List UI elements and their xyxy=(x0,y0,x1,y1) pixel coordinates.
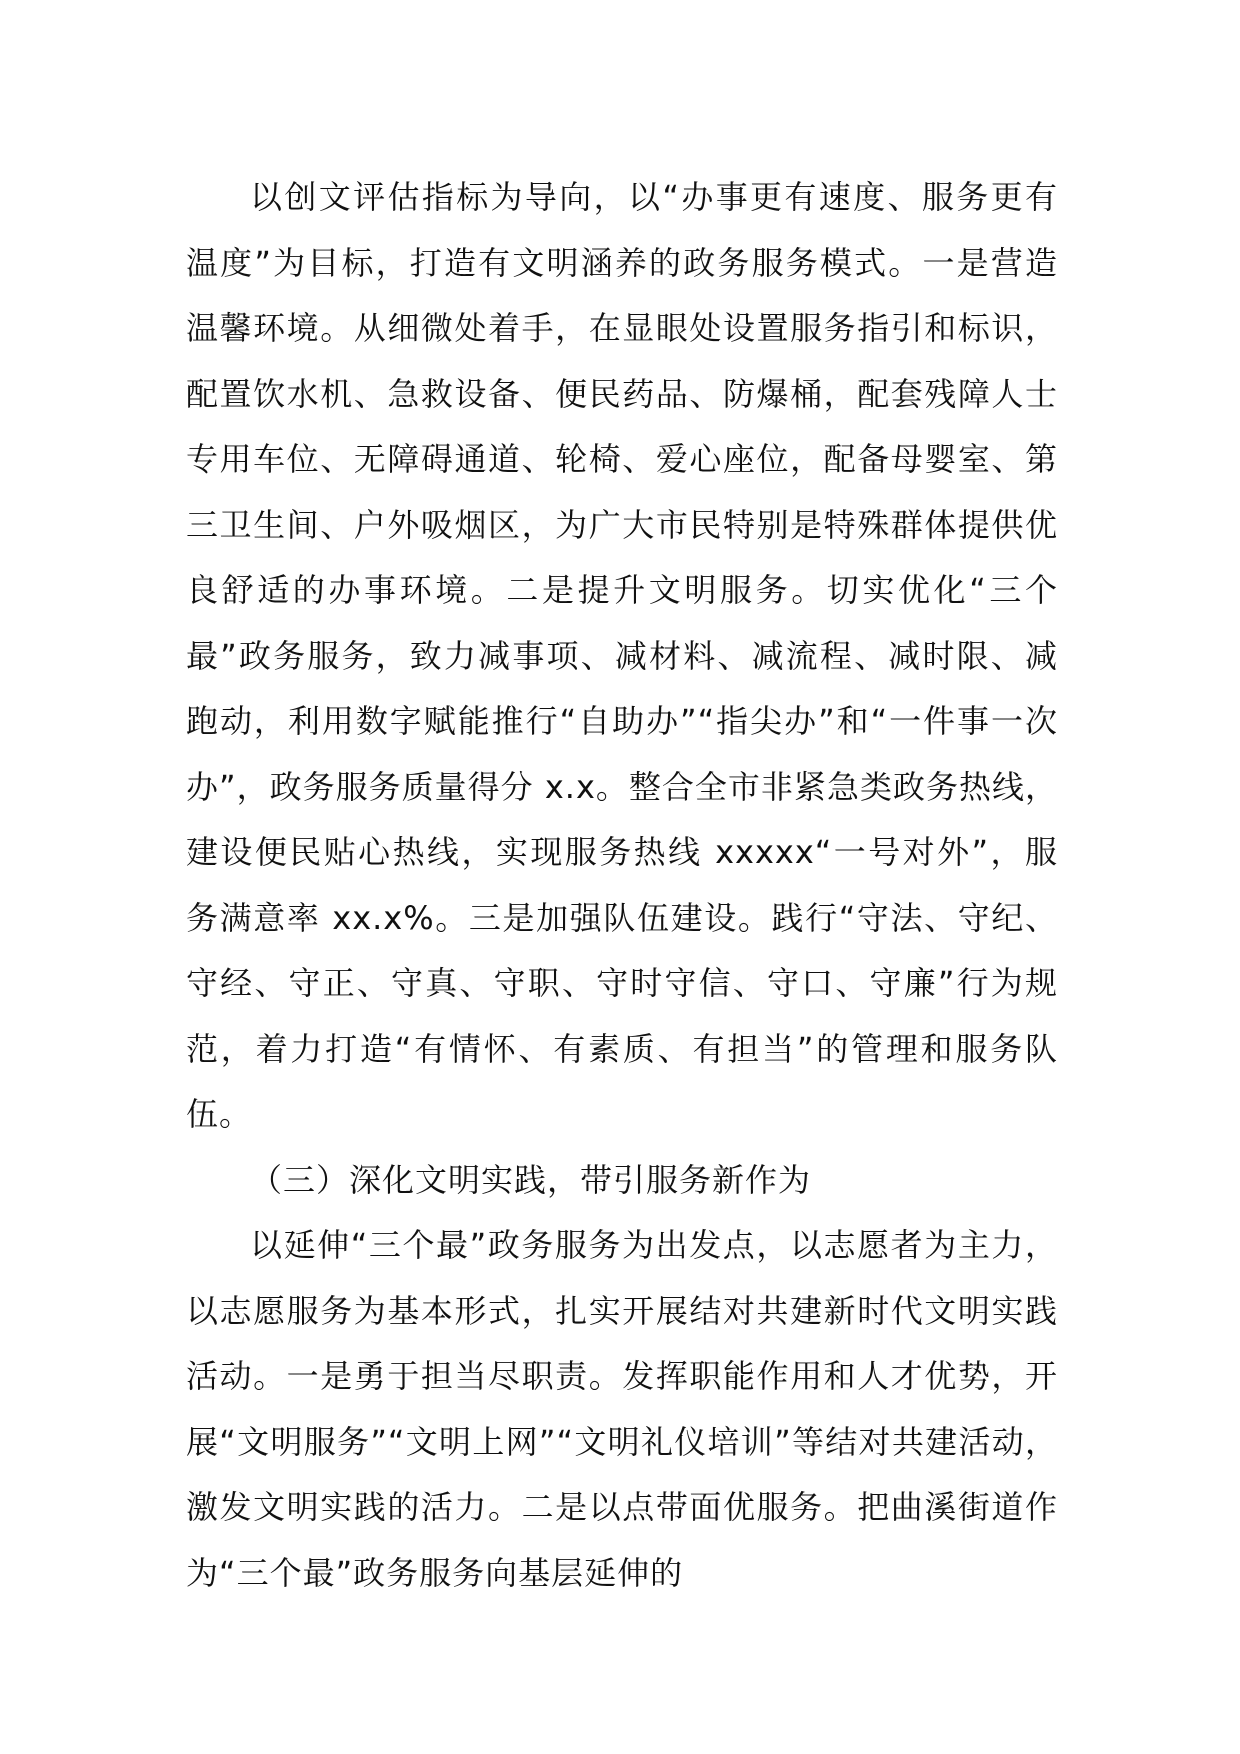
section-heading-3: （三）深化文明实践，带引服务新作为 xyxy=(250,1160,812,1199)
paragraph-civilization-practice: 以延伸“三个最”政务服务为出发点，以志愿者为主力，以志愿服务为基本形式，扎实开展结对共建新时代文明实践活动。一是勇于担当尽职责。发挥职能作用和人才优势，开展“文明服务”“文明上网”“文明礼仪培训”等结对共建活动，激发文明实践的活力。二是以点带面优服务。把曲溪街道作为“三个最”政务服务向基层延伸的 xyxy=(186,1226,1058,1592)
paragraph-civilized-service-model: 以创文评估指标为导向，以“办事更有速度、服务更有温度”为目标，打造有文明涵养的政务服务模式。一是营造温馨环境。从细微处着手，在显眼处设置服务指引和标识，配置饮水机、急救设备、便民药品、防爆桶，配套残障人士专用车位、无障碍通道、轮椅、爱心座位，配备母婴室、第三卫生间、户外吸烟区，为广大市民特别是特殊群体提供优良舒适的办事环境。二是提升文明服务。切实优化“三个最”政务服务，致力减事项、减材料、减流程、减时限、减跑动，利用数字赋能推行“自助办”“指尖办”和“一件事一次办”，政务服务质量得分 x.x。整合全市非紧急类政务热线，建设便民贴心热线，实现服务热线 xxxxx“一号对外”，服务满意率 xx.x%。三是加强队伍建设。践行“守法、守纪、守经、守正、守真、守职、守时守信、守口、守廉”行为规范，着力打造“有情怀、有素质、有担当”的管理和服务队伍。 xyxy=(186,178,1058,1133)
document-body xyxy=(186,165,1058,1606)
